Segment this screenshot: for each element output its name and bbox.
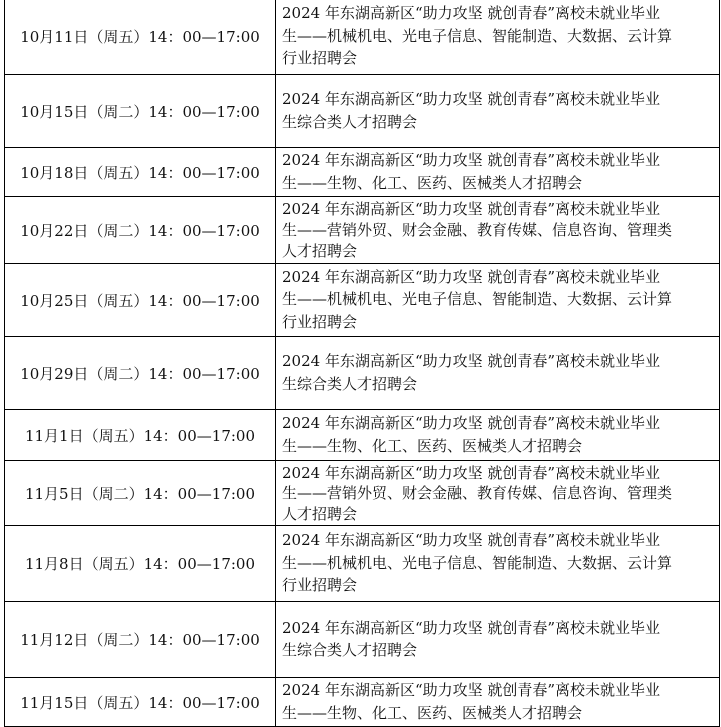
description-line: 生——生物、化工、医药、医械类人才招聘会: [282, 703, 583, 722]
table-row: [5, 0, 720, 75]
description-cell: [276, 264, 720, 336]
date-cell: 10月29日（周二）14：00—17:00: [5, 337, 276, 409]
description-line: 生综合类人才招聘会: [282, 641, 418, 659]
description-cell: [276, 602, 720, 677]
date-cell: 10月18日（周五）14：00—17:00: [5, 148, 276, 196]
description-line: 生——营销外贸、财会金融、教育传媒、信息咨询、管理类: [282, 484, 673, 503]
description-line: 人才招聘会: [282, 242, 358, 260]
description-cell: [276, 410, 720, 460]
description-cell: [276, 461, 720, 525]
description-line: 行业招聘会: [282, 576, 358, 595]
description-line: 生——生物、化工、医药、医械类人才招聘会: [282, 173, 583, 192]
description-line: 生综合类人才招聘会: [282, 374, 418, 393]
date-cell: 11月15日（周五）14：00—17:00: [5, 678, 276, 726]
schedule-table: [4, 0, 720, 727]
description-line: 生——营销外贸、财会金融、教育传媒、信息咨询、管理类: [282, 221, 673, 239]
date-cell: 10月15日（周二）14：00—17:00: [5, 75, 276, 147]
table-row: [5, 148, 720, 197]
description-line: 生——机械机电、光电子信息、智能制造、大数据、云计算: [282, 553, 673, 572]
description-cell: [276, 148, 720, 196]
description-cell: [276, 526, 720, 601]
date-cell: 11月12日（周二）14：00—17:00: [5, 602, 276, 677]
description-line: 2024 年东湖高新区“助力攻坚 就创青春”离校未就业毕业: [282, 4, 661, 23]
date-cell: 11月8日（周五）14：00—17:00: [5, 526, 276, 601]
description-line: 行业招聘会: [282, 312, 358, 331]
table-row: [5, 602, 720, 678]
date-cell: 10月22日（周二）14：00—17:00: [5, 197, 276, 263]
description-line: 2024 年东湖高新区“助力攻坚 就创青春”离校未就业毕业: [282, 531, 661, 550]
date-cell: 11月1日（周五）14：00—17:00: [5, 410, 276, 460]
date-cell: 11月5日（周二）14：00—17:00: [5, 461, 276, 525]
description-line: 生——机械机电、光电子信息、智能制造、大数据、云计算: [282, 290, 673, 309]
description-cell: [276, 0, 720, 74]
table-row: [5, 461, 720, 526]
description-line: 行业招聘会: [282, 49, 358, 68]
table-row: [5, 197, 720, 264]
description-line: 2024 年东湖高新区“助力攻坚 就创青春”离校未就业毕业: [282, 151, 661, 169]
description-line: 2024 年东湖高新区“助力攻坚 就创青春”离校未就业毕业: [282, 200, 661, 218]
table-row: [5, 337, 720, 410]
table-row: [5, 264, 720, 337]
description-line: 2024 年东湖高新区“助力攻坚 就创青春”离校未就业毕业: [282, 352, 661, 370]
description-line: 生——生物、化工、医药、医械类人才招聘会: [282, 436, 583, 455]
description-cell: [276, 337, 720, 409]
table-row: [5, 410, 720, 461]
description-line: 人才招聘会: [282, 504, 358, 523]
description-line: 2024 年东湖高新区“助力攻坚 就创青春”离校未就业毕业: [282, 618, 661, 637]
description-cell: [276, 197, 720, 263]
description-cell: [276, 75, 720, 147]
description-line: 生——机械机电、光电子信息、智能制造、大数据、云计算: [282, 26, 673, 45]
description-line: 生综合类人才招聘会: [282, 112, 418, 131]
description-line: 2024 年东湖高新区“助力攻坚 就创青春”离校未就业毕业: [282, 681, 661, 699]
description-line: 2024 年东湖高新区“助力攻坚 就创青春”离校未就业毕业: [282, 90, 661, 108]
date-cell: 10月11日（周五）14：00—17:00: [5, 0, 276, 74]
table-row: [5, 75, 720, 148]
table-row: [5, 526, 720, 602]
description-line: 2024 年东湖高新区“助力攻坚 就创青春”离校未就业毕业: [282, 464, 661, 482]
description-cell: [276, 678, 720, 726]
date-cell: 10月25日（周五）14：00—17:00: [5, 264, 276, 336]
description-line: 2024 年东湖高新区“助力攻坚 就创青春”离校未就业毕业: [282, 267, 661, 286]
description-line: 2024 年东湖高新区“助力攻坚 就创青春”离校未就业毕业: [282, 414, 661, 432]
table-row: [5, 678, 720, 727]
